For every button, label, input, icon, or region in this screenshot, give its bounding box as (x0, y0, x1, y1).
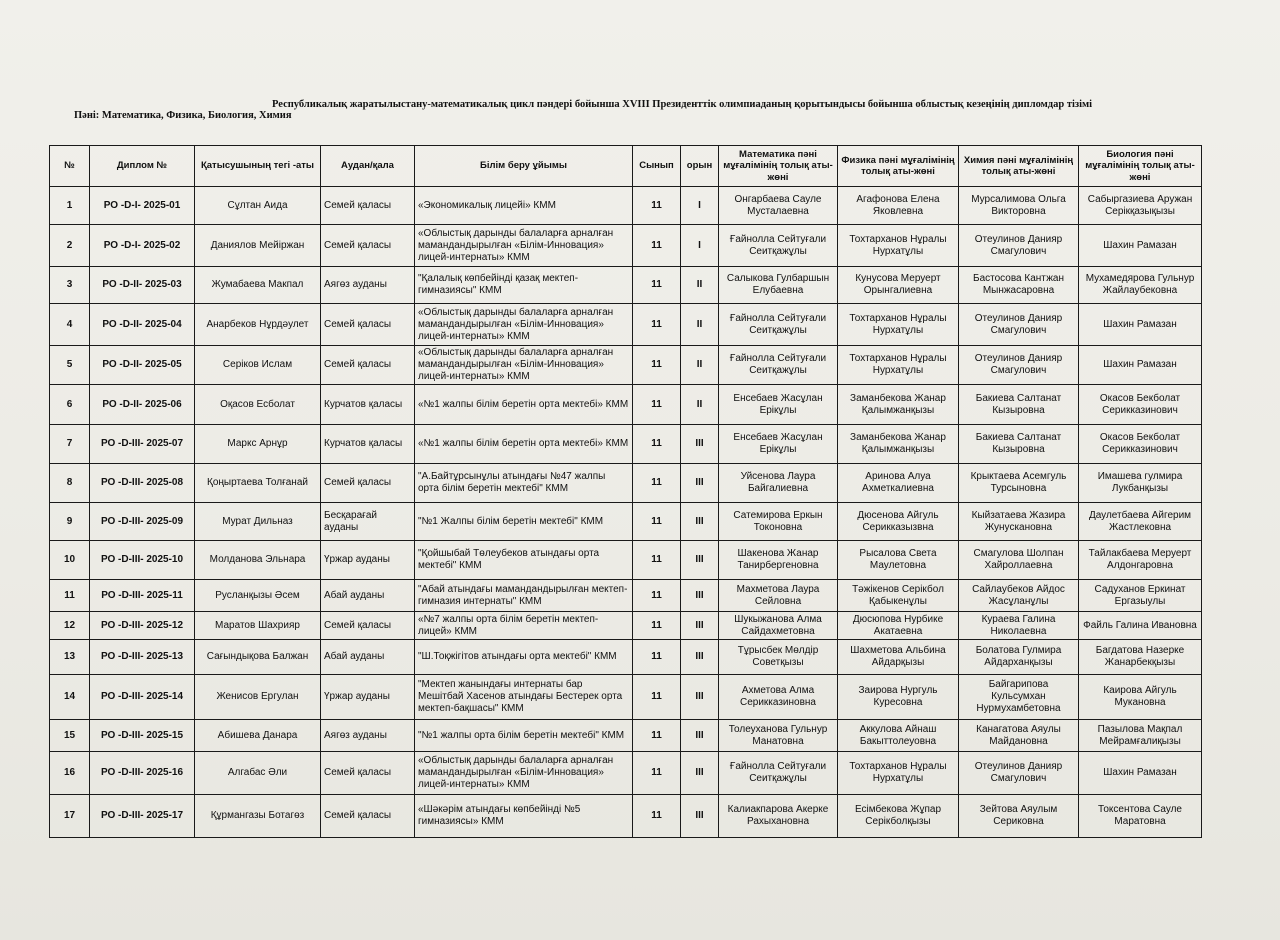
district-cell: Курчатов қаласы (321, 425, 415, 464)
row-number-cell: 5 (50, 346, 90, 385)
place-cell: III (681, 640, 719, 675)
participant-name-cell: Молданова Эльнара (195, 541, 321, 580)
chemistry-teacher-cell: Отеулинов Данияр Смагулович (959, 346, 1079, 385)
math-teacher-cell: Толеуханова Гульнур Манатовна (719, 720, 838, 752)
organization-cell: «Шәкәрім атындағы көпбейінді №5 гимназиясы» КММ (415, 795, 633, 838)
row-number-cell: 8 (50, 464, 90, 503)
chemistry-teacher-cell: Бакиева Салтанат Кызыровна (959, 425, 1079, 464)
grade-cell: 11 (633, 541, 681, 580)
place-cell: I (681, 225, 719, 267)
biology-teacher-cell: Шахин Рамазан (1079, 346, 1202, 385)
grade-cell: 11 (633, 752, 681, 795)
chemistry-teacher-cell: Сайлаубеков Айдос Жасұланұлы (959, 580, 1079, 612)
table-row (50, 612, 1202, 640)
header-participant: Қатысушының тегі -аты (195, 146, 321, 187)
table-row (50, 640, 1202, 675)
row-number-cell: 9 (50, 503, 90, 541)
physics-teacher-cell: Рысалова Света Маулетовна (838, 541, 959, 580)
grade-cell: 11 (633, 612, 681, 640)
grade-cell: 11 (633, 580, 681, 612)
physics-teacher-cell: Тохтарханов Нұралы Нурхатұлы (838, 752, 959, 795)
diploma-number-cell: РО -D-III- 2025-15 (90, 720, 195, 752)
row-number-cell: 17 (50, 795, 90, 838)
district-cell: Семей қаласы (321, 464, 415, 503)
organization-cell: "А.Байтұрсынұлы атындағы №47 жалпы орта білім беретін мектебі" КММ (415, 464, 633, 503)
diploma-number-cell: РО -D-II- 2025-04 (90, 304, 195, 346)
chemistry-teacher-cell: Кыйзатаева Жазира Жунускановна (959, 503, 1079, 541)
biology-teacher-cell: Токсентова Сауле Маратовна (1079, 795, 1202, 838)
math-teacher-cell: Салыкова Гулбаршын Елубаевна (719, 267, 838, 304)
district-cell: Аягөз ауданы (321, 267, 415, 304)
math-teacher-cell: Ғайнолла Сейтуғали Сеитқажұлы (719, 346, 838, 385)
diploma-number-cell: РО -D-III- 2025-17 (90, 795, 195, 838)
district-cell: Аягөз ауданы (321, 720, 415, 752)
physics-teacher-cell: Шахметова Альбина Айдарқызы (838, 640, 959, 675)
table-row (50, 752, 1202, 795)
math-teacher-cell: Тұрысбек Мөлдір Советқызы (719, 640, 838, 675)
table-row (50, 541, 1202, 580)
place-cell: II (681, 385, 719, 425)
grade-cell: 11 (633, 464, 681, 503)
header-diploma: Диплом № (90, 146, 195, 187)
place-cell: III (681, 795, 719, 838)
grade-cell: 11 (633, 503, 681, 541)
physics-teacher-cell: Аринова Алуа Ахметкалиевна (838, 464, 959, 503)
physics-teacher-cell: Заирова Нургуль Куресовна (838, 675, 959, 720)
diploma-number-cell: РО -D-II- 2025-05 (90, 346, 195, 385)
header-num: № (50, 146, 90, 187)
chemistry-teacher-cell: Бастосова Кантжан Мынжасаровна (959, 267, 1079, 304)
diploma-number-cell: РО -D-III- 2025-14 (90, 675, 195, 720)
table-row (50, 720, 1202, 752)
participant-name-cell: Маркс Арнұр (195, 425, 321, 464)
participant-name-cell: Сағындықова Балжан (195, 640, 321, 675)
place-cell: II (681, 304, 719, 346)
header-biology-teacher: Биология пәні мұғалімінің толық аты-жөні (1079, 146, 1202, 187)
row-number-cell: 10 (50, 541, 90, 580)
chemistry-teacher-cell: Канагатова Аяулы Майдановна (959, 720, 1079, 752)
grade-cell: 11 (633, 346, 681, 385)
table-header-row (50, 146, 1202, 187)
math-teacher-cell: Шакенова Жанар Танирбергеновна (719, 541, 838, 580)
organization-cell: «Облыстық дарынды балаларға арналған мамандандырылған «Білім-Инновация» лицей-интернаты» КММ (415, 304, 633, 346)
participant-name-cell: Русланқызы Әсем (195, 580, 321, 612)
participant-name-cell: Маратов Шахрияр (195, 612, 321, 640)
physics-teacher-cell: Есімбекова Жұпар Серікболқызы (838, 795, 959, 838)
participant-name-cell: Сұлтан Аида (195, 187, 321, 225)
grade-cell: 11 (633, 675, 681, 720)
organization-cell: «№1 жалпы білім беретін орта мектебі» КММ (415, 425, 633, 464)
organization-cell: "№1 Жалпы білім беретін мектебі" КММ (415, 503, 633, 541)
table-row (50, 675, 1202, 720)
organization-cell: «Облыстық дарынды балаларға арналған мамандандырылған «Білім-Инновация» лицей-интернаты» КММ (415, 752, 633, 795)
row-number-cell: 4 (50, 304, 90, 346)
physics-teacher-cell: Кунусова Меруерт Орынгалиевна (838, 267, 959, 304)
place-cell: III (681, 464, 719, 503)
table-row (50, 304, 1202, 346)
biology-teacher-cell: Шахин Рамазан (1079, 225, 1202, 267)
row-number-cell: 7 (50, 425, 90, 464)
organization-cell: «Экономикалық лицейі» КММ (415, 187, 633, 225)
place-cell: II (681, 267, 719, 304)
physics-teacher-cell: Заманбекова Жанар Қалымжанқызы (838, 385, 959, 425)
row-number-cell: 15 (50, 720, 90, 752)
math-teacher-cell: Махметова Лаура Сейловна (719, 580, 838, 612)
diploma-number-cell: РО -D-II- 2025-03 (90, 267, 195, 304)
math-teacher-cell: Онгарбаева Сауле Мусталаевна (719, 187, 838, 225)
place-cell: III (681, 720, 719, 752)
diploma-number-cell: РО -D-III- 2025-11 (90, 580, 195, 612)
table-row (50, 225, 1202, 267)
organization-cell: «Облыстық дарынды балаларға арналған мамандандырылған «Білім-Инновация» лицей-интернаты» КММ (415, 346, 633, 385)
biology-teacher-cell: Даулетбаева Айгерим Жастлековна (1079, 503, 1202, 541)
physics-teacher-cell: Тәжікенов Серікбол Қабыкенұлы (838, 580, 959, 612)
biology-teacher-cell: Мухамедярова Гульнур Жайлаубековна (1079, 267, 1202, 304)
participant-name-cell: Абишева Данара (195, 720, 321, 752)
district-cell: Семей қаласы (321, 795, 415, 838)
biology-teacher-cell: Имашева гулмира Лукбанқызы (1079, 464, 1202, 503)
grade-cell: 11 (633, 425, 681, 464)
grade-cell: 11 (633, 720, 681, 752)
chemistry-teacher-cell: Байгарипова Кульсумхан Нурмухамбетовна (959, 675, 1079, 720)
row-number-cell: 12 (50, 612, 90, 640)
organization-cell: «№7 жалпы орта білім беретін мектеп-лицей» КММ (415, 612, 633, 640)
grade-cell: 11 (633, 267, 681, 304)
chemistry-teacher-cell: Болатова Гулмира Айдарханқызы (959, 640, 1079, 675)
table-row (50, 580, 1202, 612)
physics-teacher-cell: Аккулова Айнаш Бакыттолеуовна (838, 720, 959, 752)
diploma-number-cell: РО -D-III- 2025-08 (90, 464, 195, 503)
chemistry-teacher-cell: Крыктаева Асемгуль Турсыновна (959, 464, 1079, 503)
organization-cell: "№1 жалпы орта білім беретін мектебі" КММ (415, 720, 633, 752)
biology-teacher-cell: Окасов Бекболат Серикказинович (1079, 425, 1202, 464)
table-row (50, 425, 1202, 464)
biology-teacher-cell: Шахин Рамазан (1079, 752, 1202, 795)
biology-teacher-cell: Багдатова Назерке Жанарбекқызы (1079, 640, 1202, 675)
participant-name-cell: Қоңыртаева Толғанай (195, 464, 321, 503)
place-cell: III (681, 675, 719, 720)
grade-cell: 11 (633, 187, 681, 225)
diploma-number-cell: РО -D-III- 2025-10 (90, 541, 195, 580)
physics-teacher-cell: Заманбекова Жанар Қалымжанқызы (838, 425, 959, 464)
diploma-number-cell: РО -D-III- 2025-16 (90, 752, 195, 795)
organization-cell: "Абай атындағы мамандандырылған мектеп-гимназия интернаты" КММ (415, 580, 633, 612)
organization-cell: «Облыстық дарынды балаларға арналған мамандандырылған «Білім-Инновация» лицей-интернаты» КММ (415, 225, 633, 267)
place-cell: III (681, 612, 719, 640)
math-teacher-cell: Ғайнолла Сейтуғали Сеитқажұлы (719, 304, 838, 346)
physics-teacher-cell: Тохтарханов Нұралы Нурхатұлы (838, 304, 959, 346)
biology-teacher-cell: Каирова Айгуль Мукановна (1079, 675, 1202, 720)
document-title: Республикалық жаратылыстану-математикалық цикл пәндері бойынша XVIII Президенттік олимпиаданың қорытындысы бойынша облыстық кезеңінің дипломдар тізімі (272, 99, 1093, 110)
chemistry-teacher-cell: Зейтова Аяулым Сериковна (959, 795, 1079, 838)
subjects-line: Пәні: Математика, Физика, Биология, Химия (74, 110, 292, 121)
grade-cell: 11 (633, 385, 681, 425)
diploma-number-cell: РО -D-III- 2025-13 (90, 640, 195, 675)
biology-teacher-cell: Садуханов Еркинат Ергазыулы (1079, 580, 1202, 612)
row-number-cell: 13 (50, 640, 90, 675)
math-teacher-cell: Енсебаев Жасұлан Ерікұлы (719, 385, 838, 425)
row-number-cell: 16 (50, 752, 90, 795)
district-cell: Семей қаласы (321, 187, 415, 225)
organization-cell: "Қалалық көпбейінді қазақ мектеп-гимназиясы" КММ (415, 267, 633, 304)
header-organization: Білім беру ұйымы (415, 146, 633, 187)
district-cell: Семей қаласы (321, 225, 415, 267)
biology-teacher-cell: Файль Галина Ивановна (1079, 612, 1202, 640)
math-teacher-cell: Шукыжанова Алма Сайдахметовна (719, 612, 838, 640)
chemistry-teacher-cell: Смагулова Шолпан Хайроллаевна (959, 541, 1079, 580)
diploma-number-cell: РО -D-I- 2025-02 (90, 225, 195, 267)
chemistry-teacher-cell: Отеулинов Данияр Смагулович (959, 752, 1079, 795)
district-cell: Абай ауданы (321, 580, 415, 612)
organization-cell: "Қойшыбай Төлеубеков атындағы орта мектебі" КММ (415, 541, 633, 580)
header-math-teacher: Математика пәні мұғалімінің толық аты-жөні (719, 146, 838, 187)
table-row (50, 187, 1202, 225)
biology-teacher-cell: Окасов Бекболат Серикказинович (1079, 385, 1202, 425)
biology-teacher-cell: Пазылова Мақпал Мейрамғалиқызы (1079, 720, 1202, 752)
biology-teacher-cell: Шахин Рамазан (1079, 304, 1202, 346)
district-cell: Семей қаласы (321, 752, 415, 795)
participant-name-cell: Даниялов Мейіржан (195, 225, 321, 267)
place-cell: I (681, 187, 719, 225)
participant-name-cell: Оқасов Есболат (195, 385, 321, 425)
physics-teacher-cell: Дюсюпова Нурбике Акатаевна (838, 612, 959, 640)
grade-cell: 11 (633, 304, 681, 346)
district-cell: Семей қаласы (321, 304, 415, 346)
participant-name-cell: Алгабас Әли (195, 752, 321, 795)
math-teacher-cell: Калиакпарова Акерке Рахыхановна (719, 795, 838, 838)
district-cell: Курчатов қаласы (321, 385, 415, 425)
row-number-cell: 11 (50, 580, 90, 612)
physics-teacher-cell: Агафонова Елена Яковлевна (838, 187, 959, 225)
row-number-cell: 3 (50, 267, 90, 304)
place-cell: II (681, 346, 719, 385)
grade-cell: 11 (633, 225, 681, 267)
chemistry-teacher-cell: Отеулинов Данияр Смагулович (959, 225, 1079, 267)
table-row (50, 267, 1202, 304)
place-cell: III (681, 425, 719, 464)
district-cell: Семей қаласы (321, 612, 415, 640)
district-cell: Үржар ауданы (321, 541, 415, 580)
participant-name-cell: Құрмангазы Ботагөз (195, 795, 321, 838)
diploma-number-cell: РО -D-III- 2025-09 (90, 503, 195, 541)
place-cell: III (681, 541, 719, 580)
organization-cell: "Мектеп жанындағы интернаты бар Мешітбай Хасенов атындағы Бестерек орта мектеп-бақшасы" КММ (415, 675, 633, 720)
diploma-number-cell: РО -D-I- 2025-01 (90, 187, 195, 225)
organization-cell: "Ш.Тоқжігітов атындағы орта мектебі" КММ (415, 640, 633, 675)
table-row (50, 385, 1202, 425)
chemistry-teacher-cell: Мурсалимова Ольга Викторовна (959, 187, 1079, 225)
header-grade: Сынып (633, 146, 681, 187)
table-row (50, 795, 1202, 838)
row-number-cell: 2 (50, 225, 90, 267)
biology-teacher-cell: Сабыргазиева Аружан Серікқазықызы (1079, 187, 1202, 225)
diploma-number-cell: РО -D-II- 2025-06 (90, 385, 195, 425)
row-number-cell: 1 (50, 187, 90, 225)
place-cell: III (681, 580, 719, 612)
math-teacher-cell: Ахметова Алма Серикказиновна (719, 675, 838, 720)
header-physics-teacher: Физика пәні мұғалімінің толық аты-жөні (838, 146, 959, 187)
table-row (50, 346, 1202, 385)
math-teacher-cell: Ғайнолла Сейтуғали Сеитқажұлы (719, 225, 838, 267)
math-teacher-cell: Уйсенова Лаура Байгалиевна (719, 464, 838, 503)
grade-cell: 11 (633, 795, 681, 838)
organization-cell: «№1 жалпы білім беретін орта мектебі» КММ (415, 385, 633, 425)
table-row (50, 464, 1202, 503)
header-chemistry-teacher: Химия пәні мұғалімінің толық аты-жөні (959, 146, 1079, 187)
physics-teacher-cell: Тохтарханов Нұралы Нурхатұлы (838, 346, 959, 385)
participant-name-cell: Серіков Ислам (195, 346, 321, 385)
header-district: Аудан/қала (321, 146, 415, 187)
chemistry-teacher-cell: Отеулинов Данияр Смагулович (959, 304, 1079, 346)
physics-teacher-cell: Тохтарханов Нұралы Нурхатұлы (838, 225, 959, 267)
math-teacher-cell: Ғайнолла Сейтуғали Сеитқажұлы (719, 752, 838, 795)
biology-teacher-cell: Тайлакбаева Меруерт Алдонгаровна (1079, 541, 1202, 580)
chemistry-teacher-cell: Кураева Галина Николаевна (959, 612, 1079, 640)
math-teacher-cell: Сатемирова Еркын Токоновна (719, 503, 838, 541)
district-cell: Бесқарағай ауданы (321, 503, 415, 541)
chemistry-teacher-cell: Бакиева Салтанат Кызыровна (959, 385, 1079, 425)
district-cell: Үржар ауданы (321, 675, 415, 720)
diploma-number-cell: РО -D-III- 2025-12 (90, 612, 195, 640)
math-teacher-cell: Енсебаев Жасұлан Ерікұлы (719, 425, 838, 464)
participant-name-cell: Анарбеков Нұрдәулет (195, 304, 321, 346)
table-row (50, 503, 1202, 541)
place-cell: III (681, 752, 719, 795)
physics-teacher-cell: Дюсенова Айгуль Серикказызвна (838, 503, 959, 541)
grade-cell: 11 (633, 640, 681, 675)
district-cell: Абай ауданы (321, 640, 415, 675)
place-cell: III (681, 503, 719, 541)
district-cell: Семей қаласы (321, 346, 415, 385)
participant-name-cell: Женисов Ергулан (195, 675, 321, 720)
row-number-cell: 14 (50, 675, 90, 720)
header-place: орын (681, 146, 719, 187)
diploma-table (49, 145, 1202, 838)
diploma-number-cell: РО -D-III- 2025-07 (90, 425, 195, 464)
participant-name-cell: Мурат Дильназ (195, 503, 321, 541)
row-number-cell: 6 (50, 385, 90, 425)
participant-name-cell: Жумабаева Макпал (195, 267, 321, 304)
